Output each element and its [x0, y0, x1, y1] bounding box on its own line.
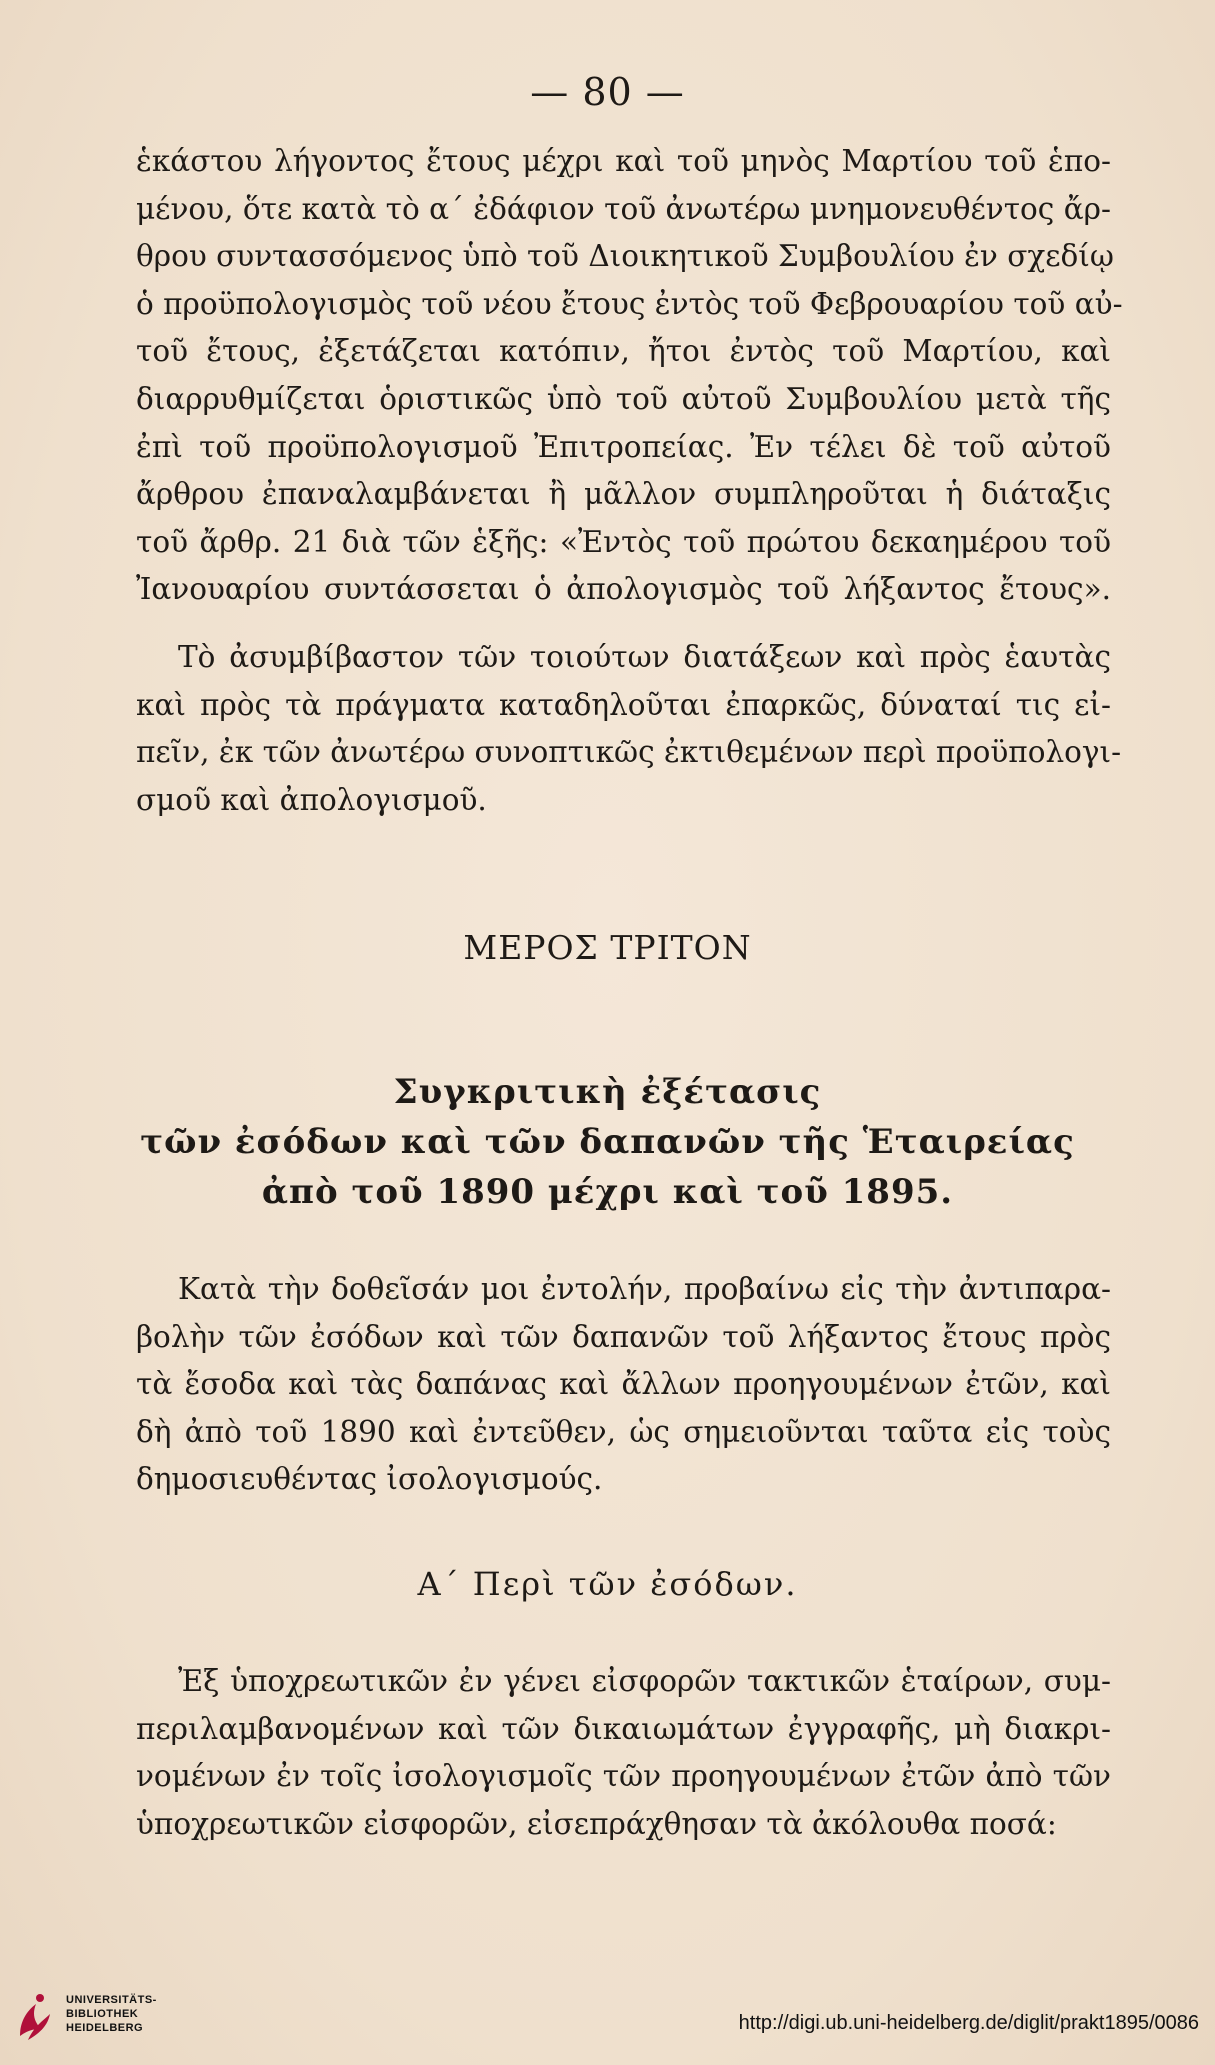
text-line: νομένων ἐν τοῖς ἰσολογισμοῖς τῶν προηγουμένων ἐτῶν ἀπὸ τῶν — [136, 1759, 1111, 1794]
text-line: τὰ ἔσοδα καὶ τὰς δαπάνας καὶ ἄλλων προηγουμένων ἐτῶν, καὶ — [136, 1367, 1111, 1402]
logo-text-line: HEIDELBERG — [66, 2022, 144, 2034]
text-line: ὁ προϋπολογισμὸς τοῦ νέου ἔτους ἐντὸς τοῦ Φεβρουαρίου τοῦ αὐ- — [136, 286, 1123, 321]
page-number: — 80 — — [530, 70, 685, 114]
logo-text-line: BIBLIOTHEK — [66, 2008, 139, 2020]
section-title: Α΄ Περὶ τῶν ἐσόδων. — [417, 1565, 798, 1603]
text-line: ἐπὶ τοῦ προϋπολογισμοῦ Ἐπιτροπείας. Ἐν τέλει δὲ τοῦ αὐτοῦ — [136, 429, 1111, 464]
paragraph-4 — [136, 1658, 1111, 1848]
text-line: τοῦ ἔτους, ἐξετάζεται κατόπιν, ἤτοι ἐντὸς τοῦ Μαρτίου, καὶ — [136, 334, 1111, 369]
text-line: διαρρυθμίζεται ὁριστικῶς ὑπὸ τοῦ αὐτοῦ Συμβουλίου μετὰ τῆς — [136, 381, 1111, 416]
paragraph-2 — [136, 634, 1122, 824]
text-line: σμοῦ καὶ ἀπολογισμοῦ. — [136, 782, 487, 817]
heading-line-2: τῶν ἐσόδων καὶ τῶν δαπανῶν τῆς Ἑταιρείας — [140, 1122, 1075, 1162]
text-line: τοῦ ἄρθρ. 21 διὰ τῶν ἑξῆς: «Ἐντὸς τοῦ πρώτου δεκαημέρου τοῦ — [136, 524, 1111, 559]
logo-text-line: UNIVERSITÄTS- — [66, 1994, 157, 2006]
source-url[interactable]: http://digi.ub.uni-heidelberg.de/diglit/prakt1895/0086 — [738, 2012, 1199, 2034]
text-line: βολὴν τῶν ἐσόδων καὶ τῶν δαπανῶν τοῦ λήξαντος ἔτους πρὸς — [136, 1319, 1111, 1354]
text-line: μένου, ὅτε κατὰ τὸ α΄ ἐδάφιον τοῦ ἀνωτέρω μνημονευθέντος ἄρ- — [136, 191, 1111, 226]
text-line: ἑκάστου λήγοντος ἔτους μέχρι καὶ τοῦ μηνὸς Μαρτίου τοῦ ἑπο- — [136, 144, 1111, 178]
text-line: Ἰανουαρίου συντάσσεται ὁ ἀπολογισμὸς τοῦ λήξαντος ἔτους». — [136, 572, 1111, 607]
heading-line-3: ἀπὸ τοῦ 1890 μέχρι καὶ τοῦ 1895. — [261, 1172, 954, 1212]
heading-line-1: Συγκριτικὴ ἐξέτασις — [393, 1072, 822, 1112]
text-line: Τὸ ἀσυμβίβαστον τῶν τοιούτων διατάξεων καὶ πρὸς ἑαυτὰς — [178, 640, 1111, 674]
text-line: περιλαμβανομένων καὶ τῶν δικαιωμάτων ἐγγραφῆς, μὴ διακρι- — [136, 1711, 1111, 1746]
part-title: ΜΕΡΟΣ ΤΡΙΤΟΝ — [463, 928, 752, 967]
text-line: καὶ πρὸς τὰ πράγματα καταδηλοῦται ἐπαρκῶς, δύναταί τις εἰ- — [136, 687, 1111, 722]
paragraph-1 — [136, 138, 1123, 614]
text-line: ἄρθρου ἐπαναλαμβάνεται ἢ μᾶλλον συμπληροῦται ἡ διάταξις — [136, 477, 1111, 512]
text-line: θρου συντασσόμενος ὑπὸ τοῦ Διοικητικοῦ Συμβουλίου ἐν σχεδίῳ — [136, 239, 1114, 274]
text-line: δὴ ἀπὸ τοῦ 1890 καὶ ἐντεῦθεν, ὡς σημειοῦνται ταῦτα εἰς τοὺς — [136, 1414, 1111, 1449]
paragraph-3 — [136, 1266, 1111, 1504]
text-line: δημοσιευθέντας ἰσολογισμούς. — [136, 1462, 603, 1497]
library-logo-icon — [14, 1990, 54, 2042]
text-line: Κατὰ τὴν δοθεῖσάν μοι ἐντολήν, προβαίνω εἰς τὴν ἀντιπαρα- — [178, 1272, 1111, 1306]
text-line: Ἐξ ὑποχρεωτικῶν ἐν γένει εἰσφορῶν τακτικῶν ἑταίρων, συμ- — [178, 1664, 1111, 1698]
library-logo — [14, 1990, 174, 2042]
text-line: πεῖν, ἐκ τῶν ἀνωτέρω συνοπτικῶς ἐκτιθεμένων περὶ προϋπολογι- — [136, 735, 1122, 770]
text-line: ὑποχρεωτικῶν εἰσφορῶν, εἰσεπράχθησαν τὰ ἀκόλουθα ποσά: — [136, 1806, 1057, 1841]
